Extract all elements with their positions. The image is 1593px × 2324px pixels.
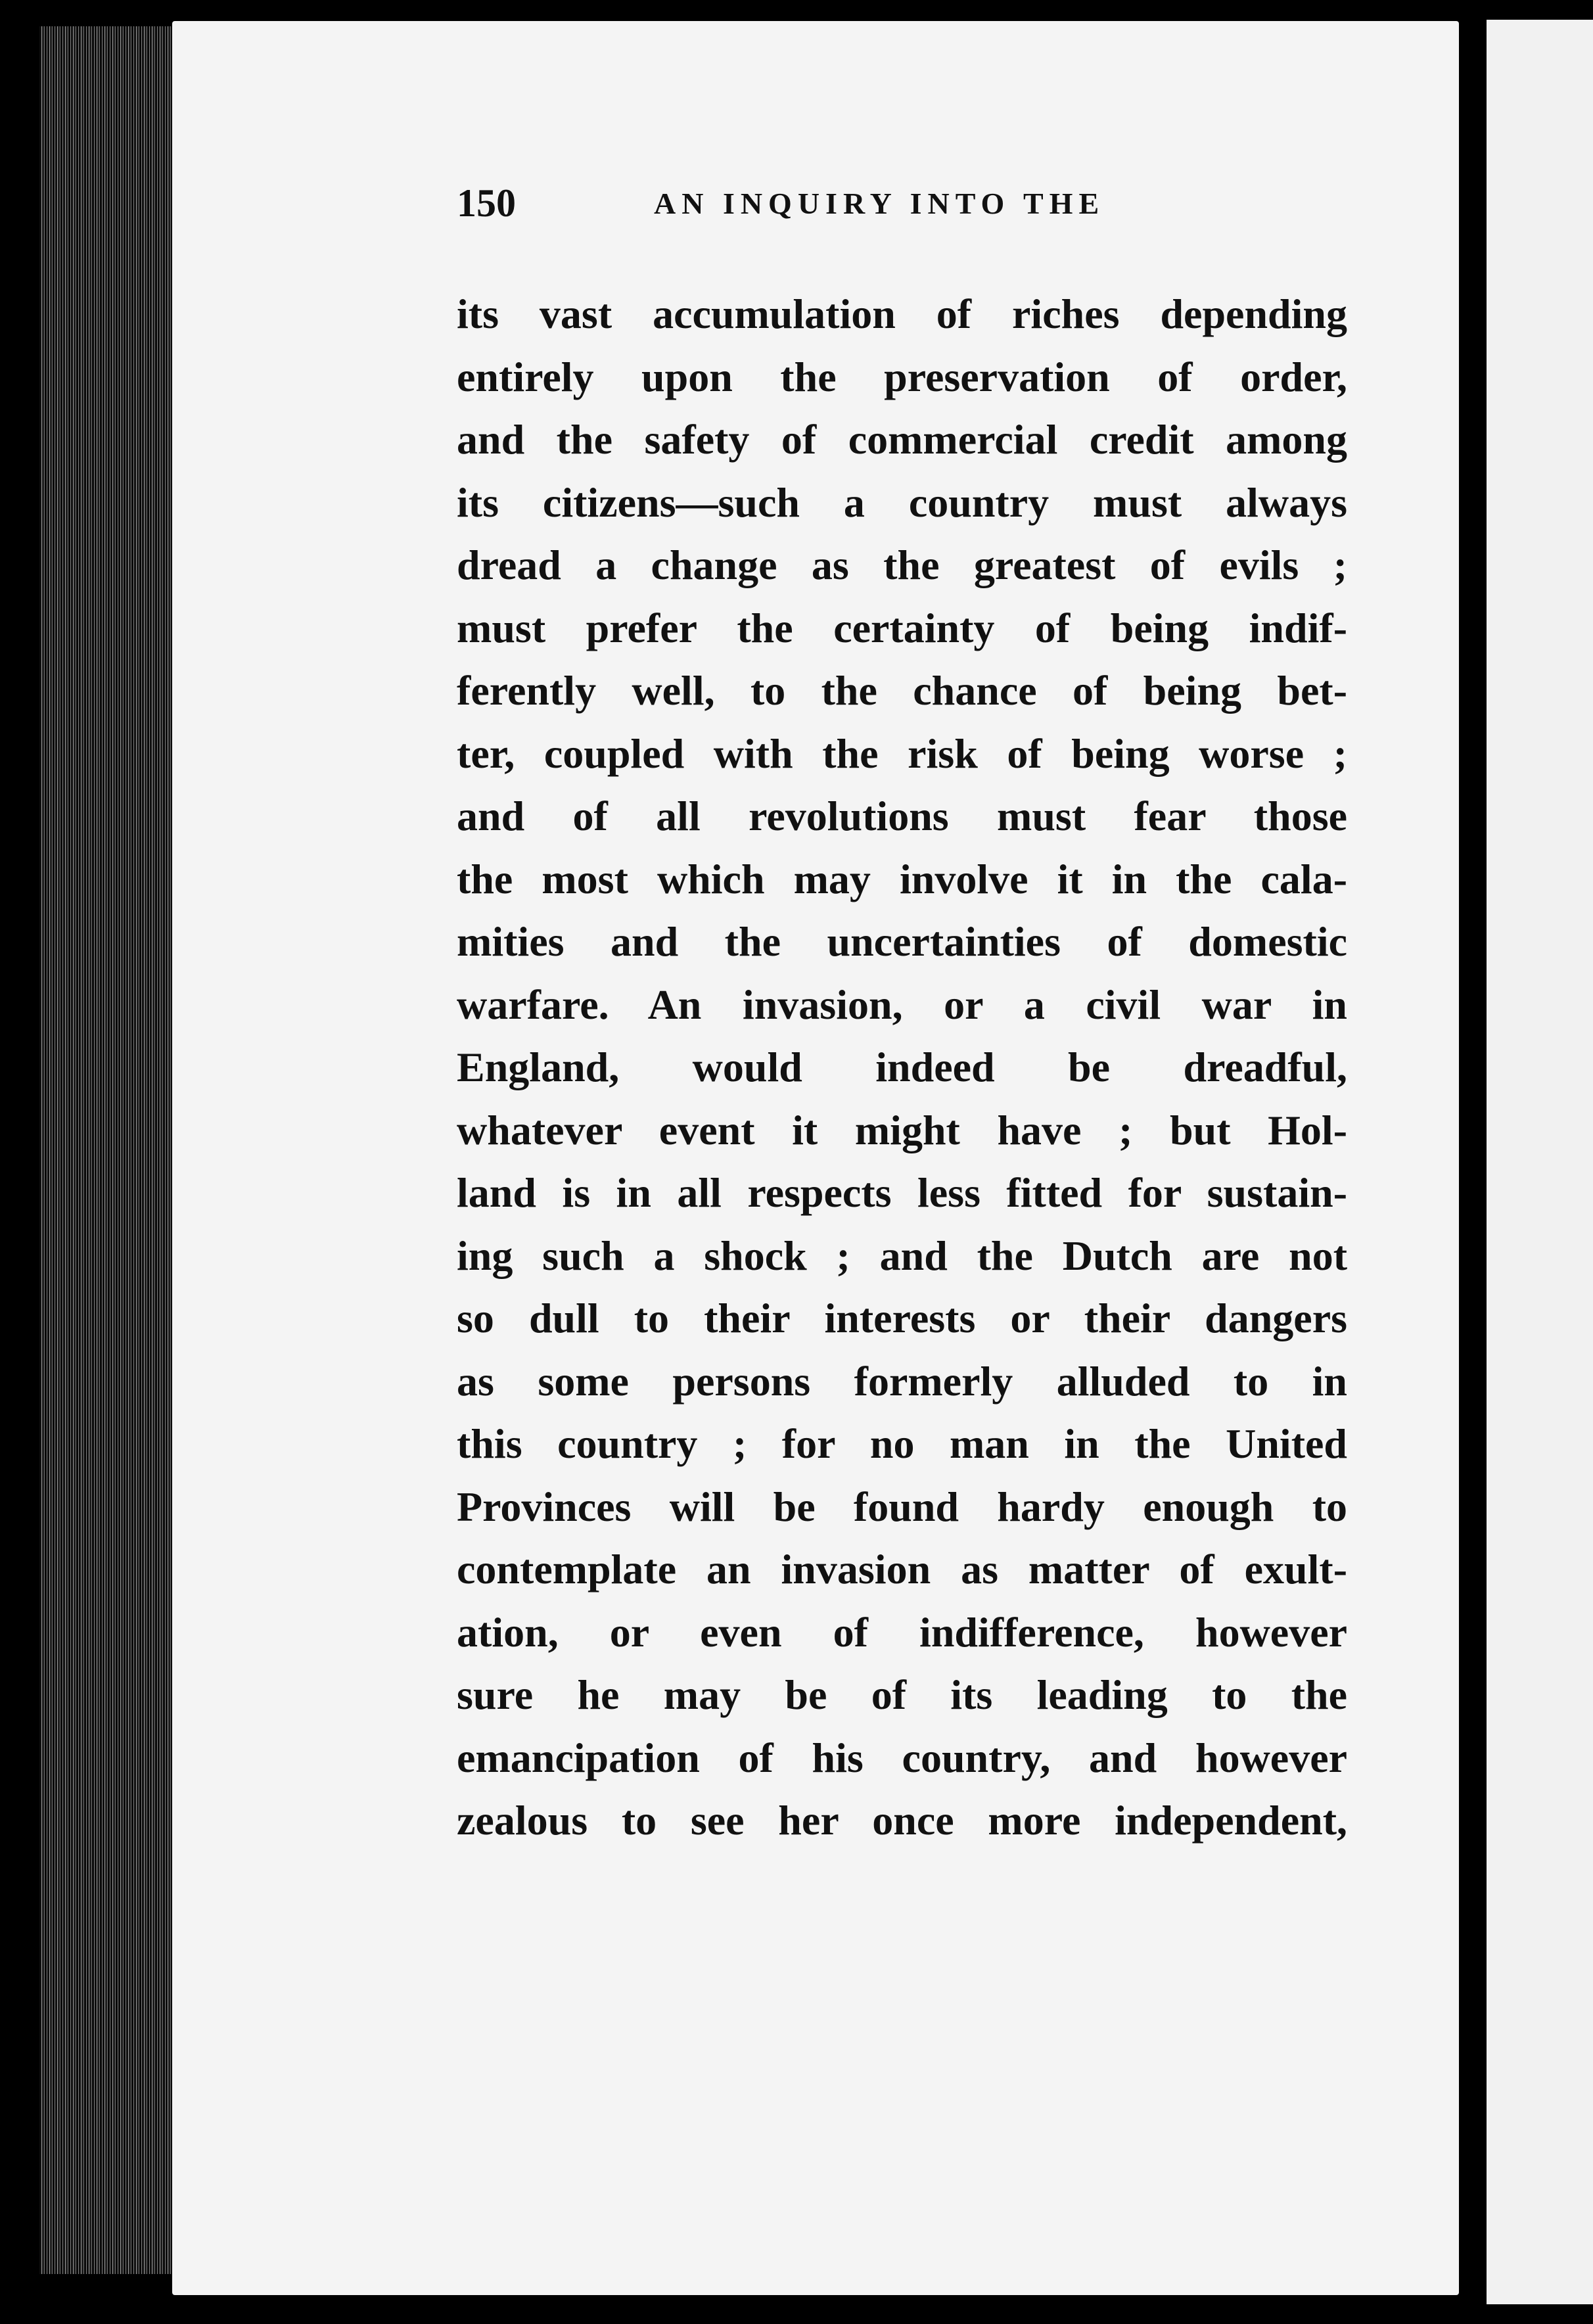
text-line: warfare. An invasion, or a civil war in	[457, 981, 1347, 1028]
text-line: zealous to see her once more independent,	[457, 1797, 1347, 1844]
running-title: AN INQUIRY INTO THE	[654, 187, 1105, 220]
text-line: ferently well, to the chance of being bet-	[457, 667, 1347, 714]
stacked-page-edges	[39, 26, 184, 2274]
text-line: whatever event it might have ; but Hol-	[457, 1106, 1347, 1153]
text-line: contemplate an invasion as matter of exult-	[457, 1546, 1347, 1592]
text-line: ing such a shock ; and the Dutch are not	[457, 1232, 1347, 1279]
text-line: entirely upon the preservation of order,	[457, 353, 1347, 400]
text-line: this country ; for no man in the United	[457, 1420, 1347, 1467]
text-line: emancipation of his country, and however	[457, 1734, 1347, 1781]
text-line: and of all revolutions must fear those	[457, 793, 1347, 839]
text-line: must prefer the certainty of being indif-	[457, 604, 1347, 651]
text-line: as some persons formerly alluded to in	[457, 1357, 1347, 1405]
binding-gutter	[1459, 0, 1487, 2324]
text-line: its vast accumulation of riches depending	[457, 290, 1347, 337]
body-text	[457, 283, 1347, 1852]
text-line: England, would indeed be dreadful,	[457, 1044, 1347, 1090]
text-line: mities and the uncertainties of domestic	[457, 918, 1347, 965]
text-line: dread a change as the greatest of evils ;	[457, 542, 1347, 588]
text-line: ter, coupled with the risk of being worse ;	[457, 730, 1347, 777]
text-line: land is in all respects less fitted for sustain-	[457, 1169, 1347, 1216]
text-line: sure he may be of its leading to the	[457, 1671, 1347, 1718]
facing-page-edge	[1487, 20, 1593, 2304]
text-line: the most which may involve it in the cala-	[457, 855, 1347, 902]
running-head	[457, 181, 1226, 246]
text-line: ation, or even of indifference, however	[457, 1608, 1347, 1656]
text-line: and the safety of commercial credit among	[457, 416, 1347, 463]
text-line: so dull to their interests or their dangers	[457, 1295, 1347, 1341]
text-line: its citizens—such a country must always	[457, 478, 1347, 526]
page-number: 150	[457, 181, 516, 225]
text-line: Provinces will be found hardy enough to	[457, 1483, 1347, 1530]
